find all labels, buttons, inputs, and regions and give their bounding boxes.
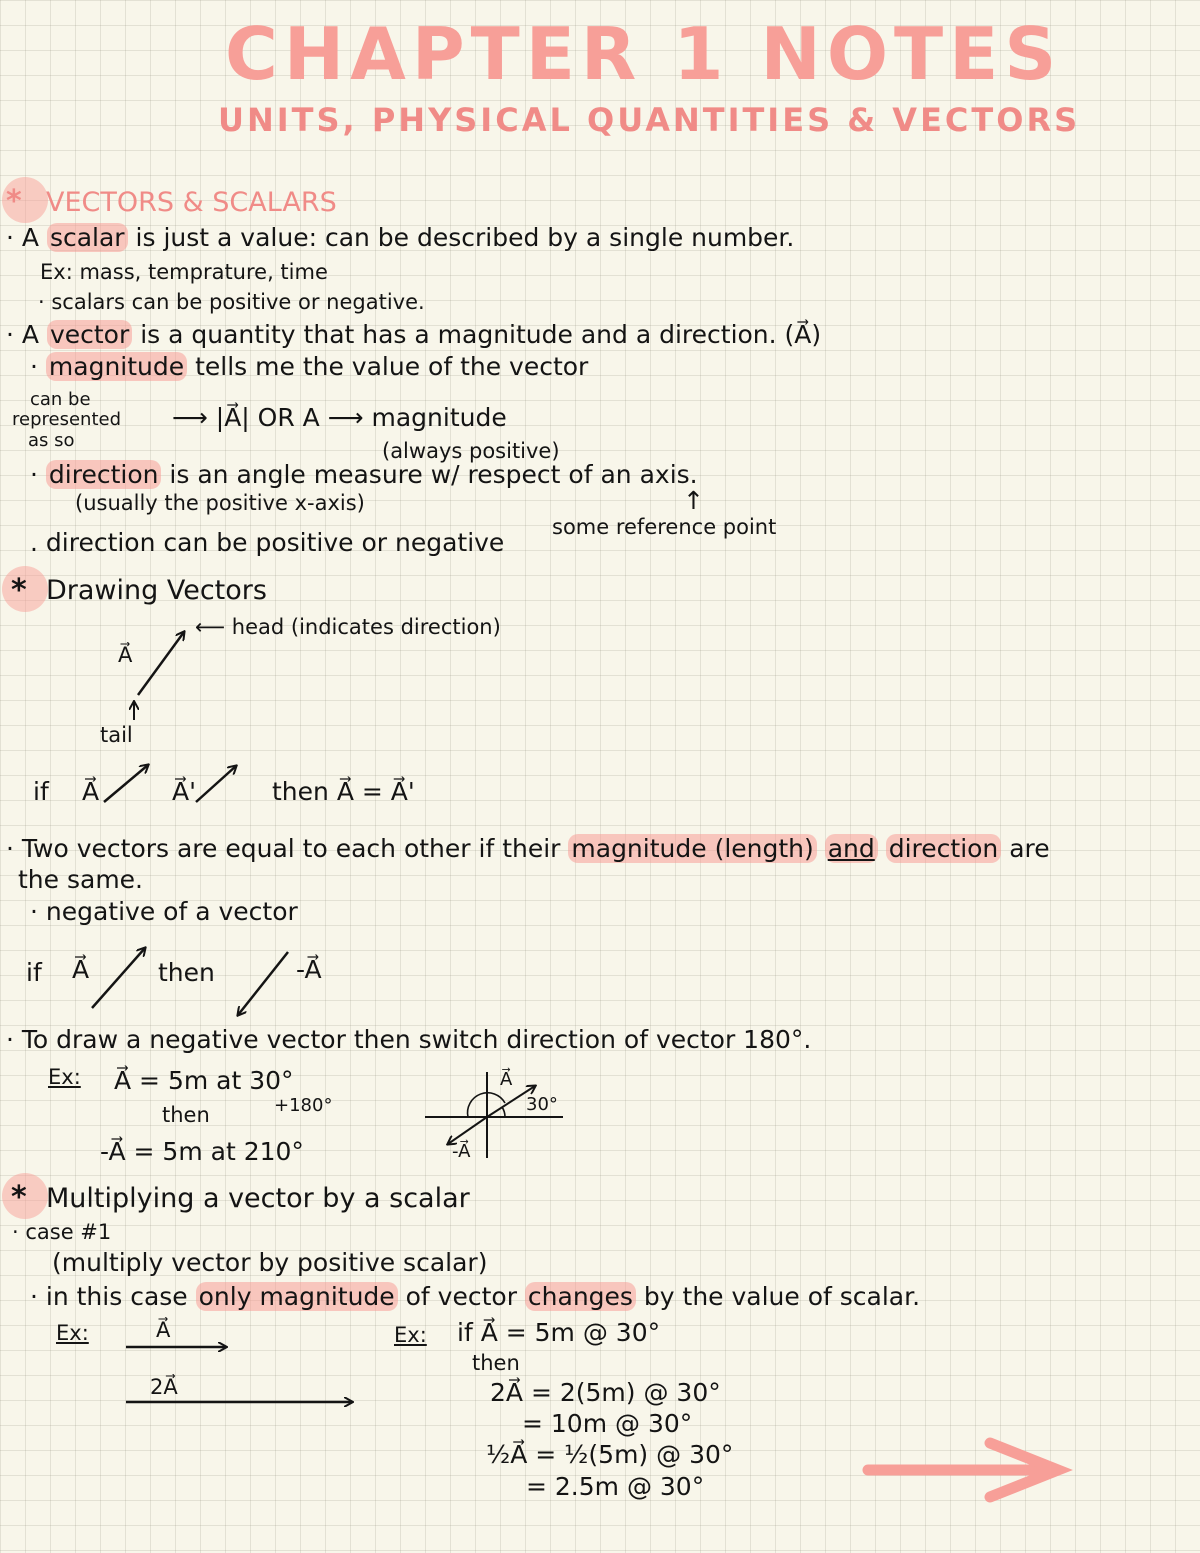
draw-negative-rule: · To draw a negative vector then switch direction of vector 180°. <box>6 1025 812 1054</box>
highlight-direction: direction <box>46 460 162 489</box>
example-label: Ex: <box>48 1065 81 1089</box>
vector-arrow <box>138 632 184 695</box>
vector-arrow-a <box>104 765 148 802</box>
vector-a-label: A⃗ <box>118 643 133 667</box>
axis-vector-a <box>487 1086 535 1117</box>
calc-line-1: 2A⃗ = 2(5m) @ 30° <box>490 1378 721 1407</box>
vector-a-prime-label: A⃗' <box>172 777 196 806</box>
represented-note-3: as so <box>28 430 75 451</box>
example-line-2: -A⃗ = 5m at 210° <box>100 1137 304 1166</box>
highlight-only-magnitude: only magnitude <box>196 1282 398 1311</box>
axis-vector-negative <box>448 1117 487 1144</box>
scalar-sign-note: · scalars can be positive or negative. <box>38 290 425 314</box>
magnitude-definition: · magnitude tells me the value of the vector <box>30 352 589 381</box>
then-equal-note: then A⃗ = A⃗' <box>272 777 415 806</box>
axis-a-label: A⃗ <box>500 1069 513 1090</box>
multiply-rule: · in this case only magnitude of vector changes by the value of scalar. <box>30 1282 921 1311</box>
tail-label: tail <box>100 723 133 747</box>
example-then: then <box>472 1351 520 1375</box>
highlight-direction: direction <box>886 834 1002 863</box>
scalar-example: Ex: mass, temprature, time <box>40 260 328 284</box>
example-then: then <box>162 1103 210 1127</box>
star-icon: * <box>11 1180 27 1215</box>
usually-note: (usually the positive x-axis) <box>75 491 365 515</box>
star-icon: * <box>11 573 27 608</box>
page-subtitle: UNITS, PHYSICAL QUANTITIES & VECTORS <box>218 101 1081 139</box>
vector-arrow-a <box>92 948 145 1008</box>
direction-definition: · direction is an angle measure w/ respect of an axis. <box>30 460 698 489</box>
next-page-arrow-icon <box>868 1443 1058 1497</box>
always-positive-note: (always positive) <box>382 439 560 463</box>
vector-a-label: A⃗ <box>156 1318 171 1342</box>
head-label: ⟵ head (indicates direction) <box>195 615 501 639</box>
star-icon: * <box>6 184 22 219</box>
represented-note-1: can be <box>30 389 91 410</box>
example-plus-180: +180° <box>274 1095 333 1116</box>
highlight-changes: changes <box>525 1282 636 1311</box>
then-label: then <box>158 958 215 987</box>
example-line-1: A⃗ = 5m at 30° <box>114 1066 294 1095</box>
representation-line: ⟶ |A⃗| OR A ⟶ magnitude <box>172 403 507 432</box>
negative-vector-title: · negative of a vector <box>30 897 298 926</box>
highlight-and: and <box>825 834 878 863</box>
section-heading-drawing-vectors: Drawing Vectors <box>46 575 267 606</box>
direction-sign-note: . direction can be positive or negative <box>30 528 505 557</box>
page-title: CHAPTER 1 NOTES <box>225 12 1063 96</box>
example-right-label: Ex: <box>394 1323 427 1347</box>
axis-angle-label: 30° <box>526 1094 558 1115</box>
example-if-line: if A⃗ = 5m @ 30° <box>457 1318 661 1347</box>
vector-arrow-a-prime <box>196 766 236 802</box>
vector-2a-label: 2A⃗ <box>150 1375 178 1399</box>
highlight-scalar: scalar <box>47 223 128 252</box>
angle-arc <box>502 1107 505 1117</box>
vector-arrow-negative <box>238 952 288 1015</box>
if-label: if <box>26 958 42 987</box>
equality-rule: · Two vectors are equal to each other if their magnitude (length) and direction are <box>6 834 1050 863</box>
section-heading-vectors-scalars: VECTORS & SCALARS <box>46 187 337 218</box>
calc-line-2: = 10m @ 30° <box>522 1409 693 1438</box>
case-1-label: · case #1 <box>12 1220 112 1244</box>
vector-a-label: A⃗ <box>72 955 90 984</box>
equality-rule-cont: the same. <box>18 865 143 894</box>
vector-a-label: A⃗ <box>82 777 100 806</box>
if-label: if <box>33 777 49 806</box>
represented-note-2: represented <box>12 409 122 430</box>
case-1-note: (multiply vector by positive scalar) <box>52 1248 488 1277</box>
up-arrow-icon: ↑ <box>683 486 704 515</box>
axis-neg-label: -A⃗ <box>452 1141 471 1162</box>
example-left-label: Ex: <box>56 1321 89 1345</box>
negative-a-label: -A⃗ <box>296 955 322 984</box>
reference-point-note: some reference point <box>552 515 777 539</box>
highlight-magnitude-length: magnitude (length) <box>568 834 816 863</box>
section-heading-multiplying: Multiplying a vector by a scalar <box>46 1183 470 1214</box>
scalar-definition: · A scalar is just a value: can be described by a single number. <box>6 223 795 252</box>
vector-definition: · A vector is a quantity that has a magnitude and a direction. (A⃗) <box>6 320 822 349</box>
highlight-magnitude: magnitude <box>46 352 187 381</box>
highlight-vector: vector <box>47 320 132 349</box>
calc-line-3: ½A⃗ = ½(5m) @ 30° <box>486 1440 734 1469</box>
calc-line-4: = 2.5m @ 30° <box>526 1472 705 1501</box>
